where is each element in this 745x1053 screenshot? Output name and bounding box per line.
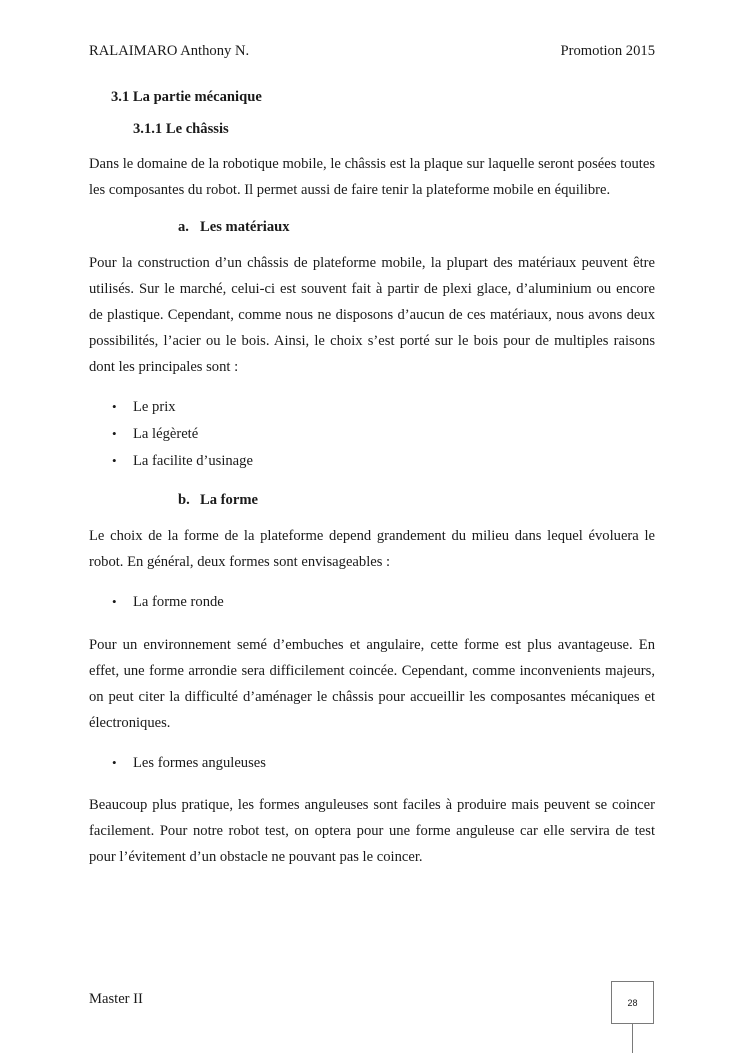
text-line: Le choix de la forme de la plateforme depend grandement du milieu dans lequel évoluera le (89, 528, 655, 544)
heading-materials: Les matériaux (200, 219, 290, 235)
footer-level: Master II (89, 991, 143, 1007)
heading-shape: La forme (200, 492, 258, 508)
text-line: Dans le domaine de la robotique mobile, le châssis est la plaque sur laquelle seront posées toutes (89, 156, 655, 172)
shape-paragraph (89, 523, 655, 575)
list-item-text: La forme ronde (133, 594, 224, 610)
subsection-title: 3.1.1 Le châssis (133, 121, 229, 137)
text-line: facilement. Pour notre robot test, on optera pour une forme anguleuse car elle servira de test (89, 823, 655, 839)
text-line: Pour la construction d’un châssis de plateforme mobile, la plupart des matériaux peuvent être (89, 255, 655, 271)
heading-marker-b: b. (178, 492, 190, 508)
list-item-text: Les formes anguleuses (133, 755, 266, 771)
angular-shape-paragraph (89, 792, 655, 870)
page-number-divider (632, 1024, 633, 1053)
list-item-text: La facilite d’usinage (133, 453, 253, 469)
text-line: Beaucoup plus pratique, les formes anguleuses sont faciles à produire mais peuvent se coincer (89, 797, 655, 813)
text-line: les composantes du robot. Il permet aussi de faire tenir la plateforme mobile en équilibre. (89, 182, 611, 198)
text-line: Pour un environnement semé d’embuches et angulaire, cette forme est plus avantageuse. En (89, 637, 655, 653)
list-item-text: La légèreté (133, 426, 199, 442)
bullet-icon: • (112, 399, 117, 414)
header-promotion: Promotion 2015 (560, 43, 655, 59)
bullet-icon: • (112, 755, 117, 770)
text-line: effet, une forme arrondie sera difficilement coincée. Cependant, comme inconvenients majeurs, (89, 663, 655, 679)
bullet-icon: • (112, 594, 117, 609)
page-number: 28 (627, 997, 638, 1008)
heading-marker-a: a. (178, 219, 189, 235)
text-line: on peut citer la difficulté d’aménager le châssis pour accueillir les composantes mécaniques et (89, 689, 655, 705)
text-line: utilisés. Sur le marché, celui-ci est souvent fait à partir de plexi glace, d’aluminium ou encore (89, 281, 655, 297)
text-line: dont les principales sont : (89, 359, 239, 375)
section-title: 3.1 La partie mécanique (111, 89, 262, 105)
header-author: RALAIMARO Anthony N. (89, 43, 250, 59)
bullet-icon: • (112, 453, 117, 468)
text-line: de plastique. Cependant, comme nous ne disposons d’aucun de ces matériaux, nous avons deux (89, 307, 655, 323)
materials-paragraph (89, 250, 655, 380)
text-line: possibilités, l’acier ou le bois. Ainsi, le choix s’est porté sur le bois pour de multiples raisons (89, 333, 655, 349)
page-number-box (611, 981, 654, 1024)
intro-paragraph (89, 151, 655, 203)
text-line: pour l’évitement d’un obstacle ne pouvant pas le coincer. (89, 849, 423, 865)
bullet-icon: • (112, 426, 117, 441)
list-item-text: Le prix (133, 399, 176, 415)
round-shape-paragraph (89, 632, 655, 736)
text-line: électroniques. (89, 715, 171, 731)
text-line: robot. En général, deux formes sont envisageables : (89, 554, 391, 570)
